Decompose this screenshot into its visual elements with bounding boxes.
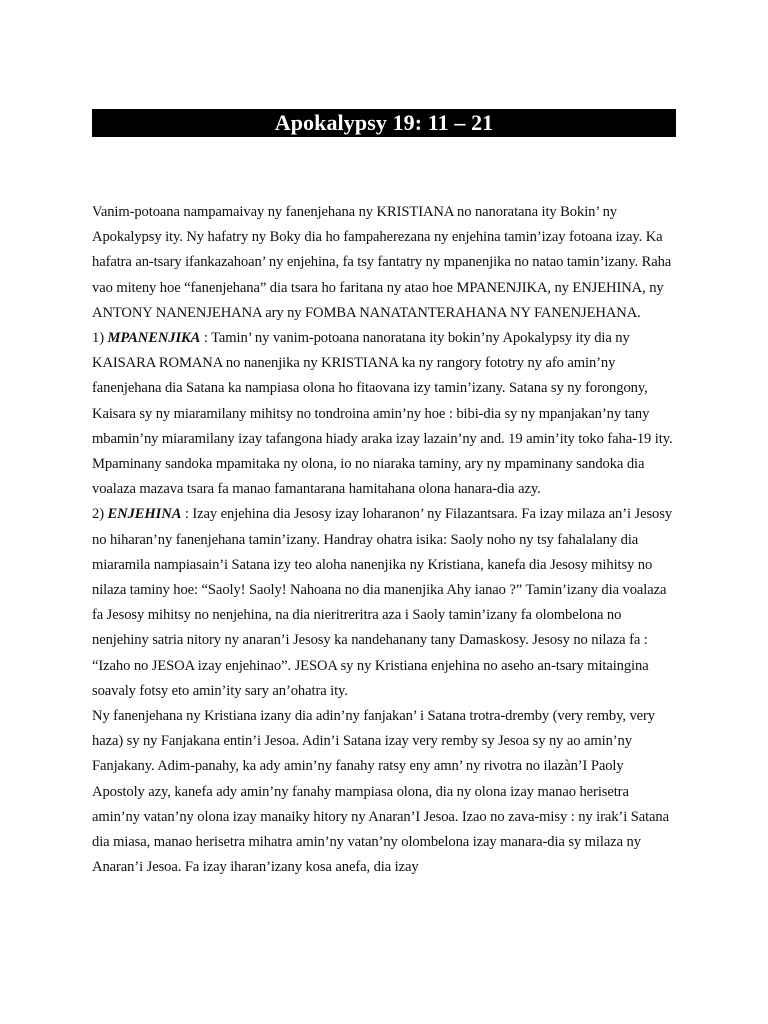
section-2-paragraph <box>92 502 678 704</box>
section-1-text: : Tamin’ ny vanim-potoana nanoratana ity bokin’ny Apokalypsy ity dia ny KAISARA ROMANA no nanenjika ny KRISTIANA ka ny rangory fototry ny afo amin’ny fanenjehana dia Satana ka nampiasa olona ho fitaovana izy tamin’izany. Satana sy ny forongony, Kaisara sy ny miaramilany mihitsy no tondroina amin’ny hoe : bibi-dia sy ny mpanjakan’ny tany mbamin’ny miaramilany izay tafangona hiady araka izay lazain’ny and. 19 amin’ity toko faha-19 ity. Mpaminany sandoka mpamitaka ny olona, io no niaraka taminy, ary ny mpaminany sandoka dia voalaza mazava tsara fa manao famantarana hamitahana olona hanara-dia azy. <box>92 330 673 498</box>
section-2-keyword: ENJEHINA <box>107 506 182 523</box>
title-banner <box>92 109 676 137</box>
section-1-number: 1) <box>92 330 108 347</box>
document-body <box>92 200 678 880</box>
section-1-paragraph <box>92 326 678 502</box>
intro-paragraph: Vanim-potoana nampamaivay ny fanenjehana ny KRISTIANA no nanoratana ity Bokin’ ny Apokalypsy ity. Ny hafatry ny Boky dia ho fampaherezana ny enjehina tamin’izay fotoana izay. Ka hafatra an-tsary ifankazahoan’ ny enjehina, fa tsy fantatry ny mpanenjika no natao tamin’izany. Raha vao miteny hoe “fanenjehana” dia tsara ho faritana ny atao hoe MPANENJIKA, ny ENJEHINA, ny ANTONY NANENJEHANA ary ny FOMBA NANATANTERAHANA NY FANENJEHANA. <box>92 204 672 321</box>
section-2-text: : Izay enjehina dia Jesosy izay loharanon’ ny Filazantsara. Fa izay milaza an’i Jesosy no hiharan’ny fanenjehana tamin’izany. Handray ohatra isika: Saoly noho ny tsy fahalalany dia miaramila nampiasain’i Satana izy teo aloha nanenjika ny Kristiana, kanefa dia Jesosy mihitsy no nilaza taminy hoe: “Saoly! Saoly! Nahoana no dia manenjika Ahy ianao ?” Tamin’izany dia voalaza fa Jesosy mihitsy no nenjehina, na dia nieritreritra aza i Saoly tamin’izany fa olombelona no nenjehiny satria nitory ny anaran’i Jesosy ka nandehanany tany Damaskosy. Jesosy no nilaza fa : “Izaho no JESOA izay enjehinao”. JESOA sy ny Kristiana enjehina no aseho an-tsary mitaingina soavaly fotsy eto amin’ity sary an’ohatra ity. <box>92 506 673 699</box>
paragraph-3: Ny fanenjehana ny Kristiana izany dia adin’ny fanjakan’ i Satana trotra-dremby (very remby, very haza) sy ny Fanjakana entin’i Jesoa. Adin’i Satana izay very remby sy Jesoa sy ny ao amin’ny Fanjakany. Adim-panahy, ka ady amin’ny fanahy ratsy eny amn’ ny rivotra no ilazàn’I Paoly Apostoly azy, kanefa ady amin’ny fanahy mampiasa olona, dia ny olona izay manao herisetra amin’ny vatan’ny olona izay manaiky hitory ny Anaran’I Jesoa. Izao no zava-misy : ny irak’i Satana dia miasa, manao herisetra mihatra amin’ny vatan’ny olombelona izay manara-dia sy milaza ny Anaran’i Jesoa. Fa izay iharan’izany kosa anefa, dia izay <box>92 708 670 876</box>
document-title: Apokalypsy 19: 11 – 21 <box>274 110 494 135</box>
section-1-keyword: MPANENJIKA <box>107 330 201 347</box>
section-2-number: 2) <box>92 506 108 523</box>
